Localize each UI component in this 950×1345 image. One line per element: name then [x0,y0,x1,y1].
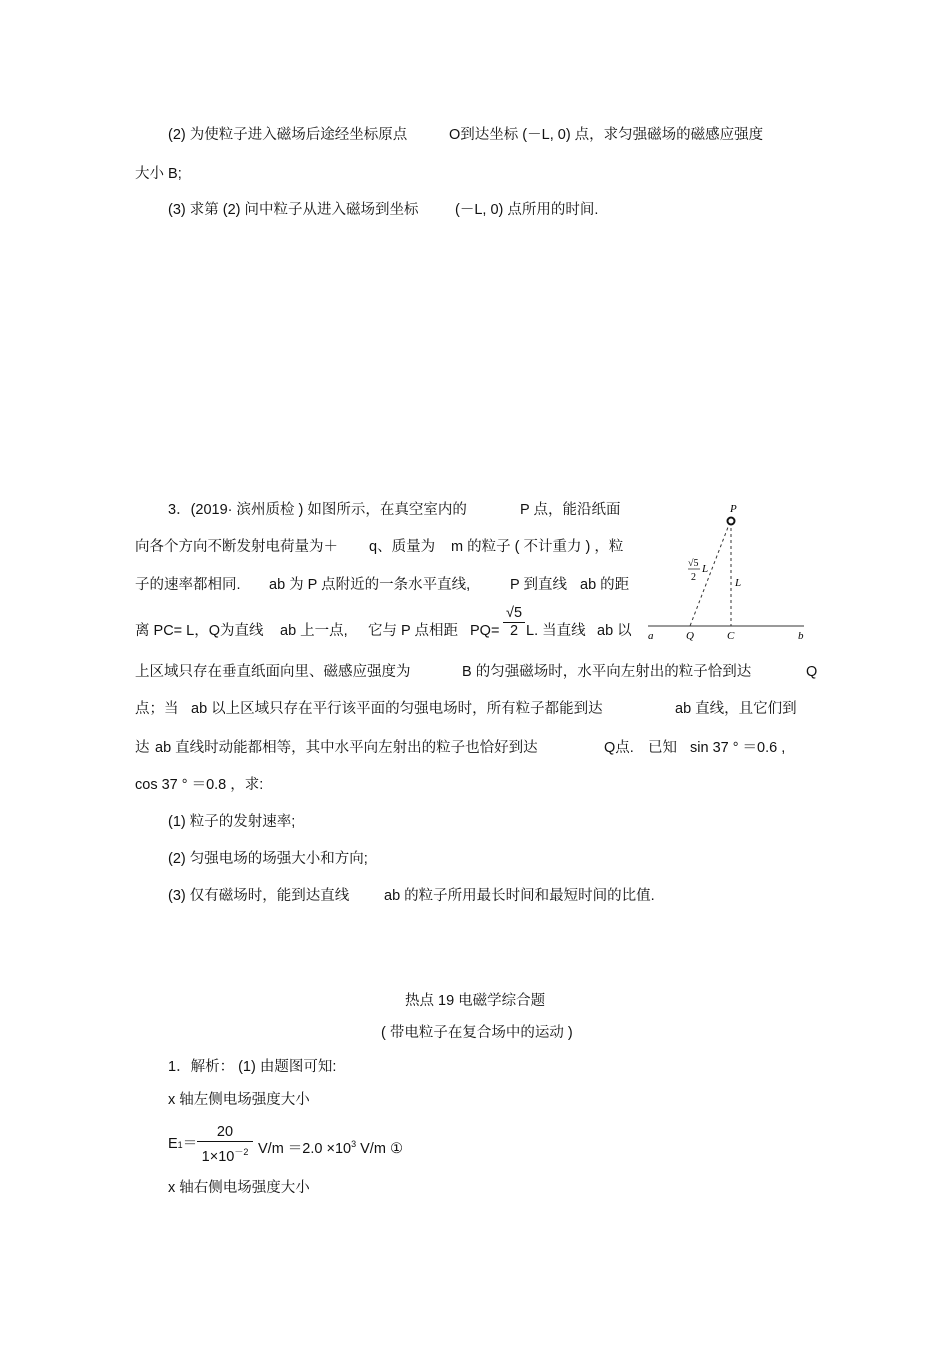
geometry-figure [644,500,809,645]
figure-svg [644,500,809,645]
p3-l6a: 点；当 [135,701,179,717]
p3-l5a: 上区域只存在垂直纸面向里、磁感应强度为 [135,664,411,680]
p3-l4a: 离 PC= L，Q为直线 [135,623,264,639]
eq-lhs-symbol: E [168,1136,178,1152]
p3-l3a: 子的速率都相同. [135,577,241,593]
p3-l7a: 达 [135,740,150,756]
p3-sub3a: (3) 仅有磁场时，能到达直线 [168,888,350,904]
label-sqrt5: √5 [688,558,699,569]
p3-l7b: ab 直线时动能都相等，其中水平向左射出的粒子也恰好到达 [155,740,538,756]
answers-heading: 热点 19 电磁学综合题 [405,993,546,1009]
p3-sub2: (2) 匀强电场的场强大小和方向; [168,851,368,867]
label-p: P [730,503,737,515]
p3-sub3b: ab 的粒子所用最长时间和最短时间的比值. [384,888,655,904]
pq-fraction-denominator: 2 [503,622,525,640]
q2-line2: 大小 B; [135,166,182,182]
p3-l6b: ab 以上区域只存在平行该平面的匀强电场时，所有粒子都能到达 [191,701,603,717]
eq-fraction [197,1123,253,1167]
eq-rhs-exp: 3 [351,1139,357,1149]
p3-l1a: 3．(2019· 滨州质检 ) 如图所示，在真空室内的 [168,502,467,518]
p3-l7d: 已知 [648,740,677,756]
eq-equals: ＝ [182,1136,198,1152]
label-b: b [798,630,804,642]
pq-fraction-numerator: √5 [505,605,523,621]
p3-l1b: P 点，能沿纸面 [520,502,621,518]
label-a: a [648,630,654,642]
p3-l3d: ab 的距 [580,577,630,593]
p3-l7e: sin 37 ° ＝0.6 , [690,740,786,756]
eq-denominator-exp: －2 [234,1147,249,1157]
p3-l4e: L. 当直线 [526,623,586,639]
answer-line3: x 轴右侧电场强度大小 [168,1180,310,1196]
answer-line1: 1．解析： (1) 由题图可知: [168,1059,337,1075]
label-l2: L [702,563,709,575]
q3-prev-line: (3) 求第 (2) 问中粒子从进入磁场到坐标 [168,202,419,218]
point-p-marker [728,518,735,525]
line-pq [690,522,730,626]
eq-denominator: 1×10 [201,1148,235,1165]
p3-l4b: ab 上一点, [280,623,348,639]
eq-lhs [168,1135,197,1154]
q3-prev-line-b: (－L, 0) 点所用的时间. [455,202,599,218]
eq-rhs-end: V/m ① [360,1140,403,1157]
pq-fraction [503,604,525,640]
p3-sub1: (1) 粒子的发射速率; [168,814,296,830]
answer-line2: x 轴左侧电场强度大小 [168,1092,310,1108]
q2-line1a: (2) 为使粒子进入磁场后途经坐标原点 [168,127,408,143]
p3-l4d: PQ= [470,623,500,639]
label-two: 2 [691,572,696,583]
p3-l4f: ab 以 [597,623,632,639]
eq-rhs-text: V/m ＝2.0 ×10 [258,1140,352,1157]
eq-rhs [258,1135,403,1158]
p3-l2c: m 的粒子 ( 不计重力 ) ，粒 [451,539,624,555]
p3-l7c: Q点. [604,740,634,756]
eq-lhs-subscript: 1 [177,1140,183,1150]
p3-l8: cos 37 ° ＝0.8 ，求: [135,777,264,793]
p3-l2b: q、质量为 [369,539,436,555]
p3-l5b: B 的匀强磁场时，水平向左射出的粒子恰到达 [462,664,752,680]
p3-l2a: 向各个方向不断发射电荷量为＋ [135,539,338,555]
eq-denominator-wrap [197,1141,253,1167]
eq-numerator: 20 [216,1124,234,1140]
p3-l4c: 它与 P 点相距 [368,623,458,639]
p3-l3b: ab 为 P 点附近的一条水平直线, [269,577,471,593]
label-l: L [735,577,742,589]
q2-line1b: O到达坐标 (－L, 0) 点，求匀强磁场的磁感应强度 [449,127,764,143]
label-c: C [727,630,735,642]
p3-l5c: Q [806,664,818,680]
answers-subheading: ( 带电粒子在复合场中的运动 ) [381,1025,573,1041]
p3-l6c: ab 直线，且它们到 [675,701,797,717]
label-q: Q [686,630,694,642]
p3-l3c: P 到直线 [510,577,567,593]
